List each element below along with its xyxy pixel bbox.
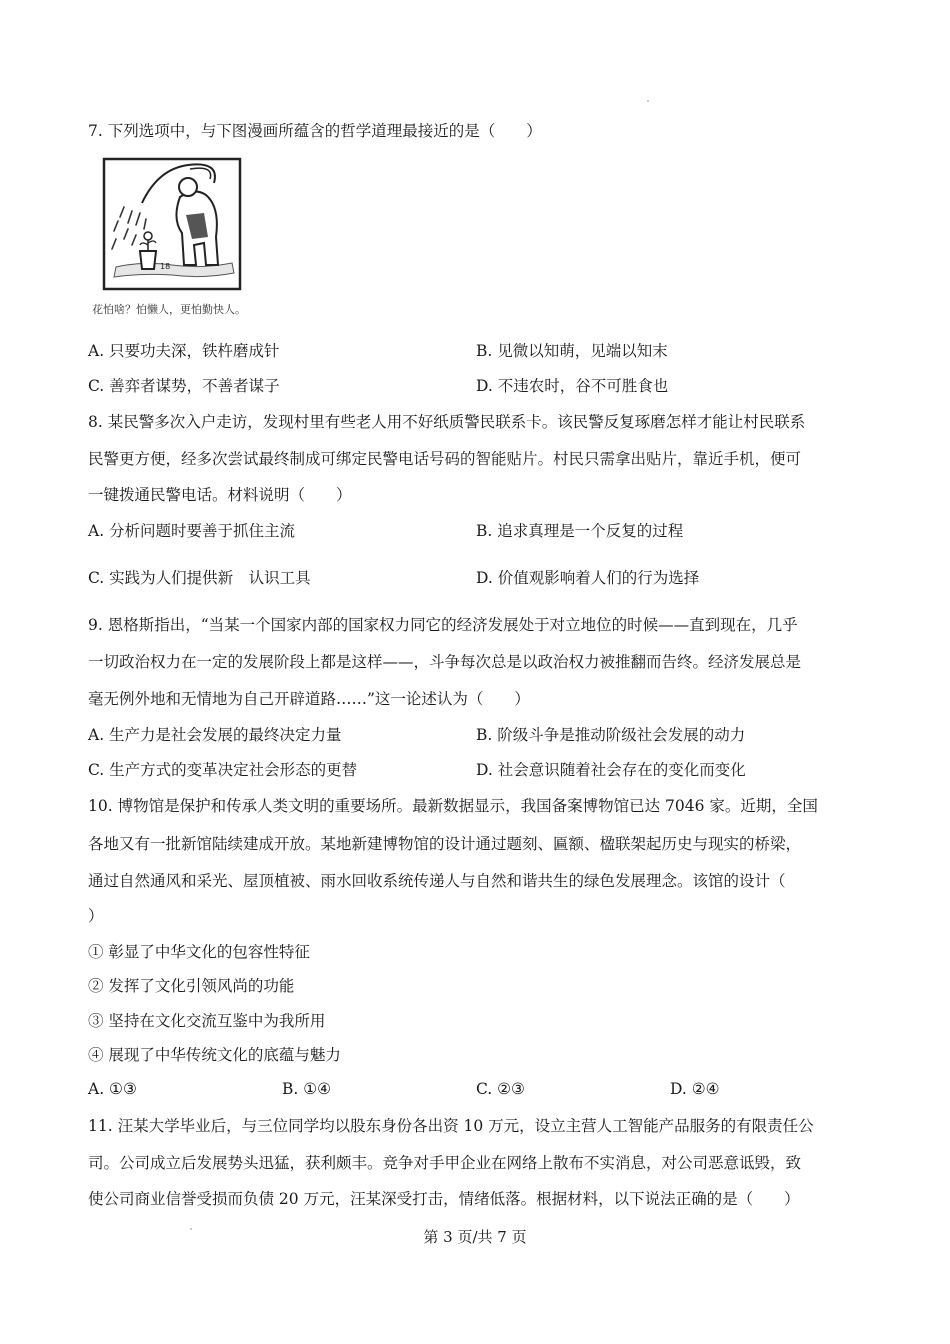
q10-item-2: ② 发挥了文化引领风尚的功能 [88, 977, 295, 995]
q9-option-b: B. 阶级斗争是推动阶级社会发展的动力 [476, 726, 746, 744]
q11-stem-line-2: 司。公司成立后发展势头迅猛，获利颇丰。竞争对手甲企业在网络上散布不实消息，对公司恶意诋毁，致 [88, 1154, 802, 1172]
q8-option-c: C. 实践为人们提供新 认识工具 [88, 569, 311, 587]
q7-option-a: A. 只要功夫深，铁杵磨成针 [88, 342, 280, 360]
svg-text:18: 18 [160, 262, 171, 271]
q10-stem-line-4: ） [88, 907, 104, 925]
q9-option-c: C. 生产方式的变革决定社会形态的更替 [88, 761, 358, 779]
q7-option-c: C. 善弈者谋势，不善者谋子 [88, 377, 280, 395]
q10-item-1: ① 彰显了中华文化的包容性特征 [88, 943, 310, 961]
q7-option-d: D. 不违农时，谷不可胜食也 [476, 377, 669, 395]
q10-option-c: C. ②③ [476, 1080, 525, 1098]
q10-stem-line-1: 10. 博物馆是保护和传承人类文明的重要场所。最新数据显示，我国备案博物馆已达 7046 家。近期，全国 [88, 797, 818, 815]
q9-stem-line-3: 毫无例外地和无情地为自己开辟道路……”这一论述认为（ ） [88, 690, 530, 708]
q8-stem-line-1: 8. 某民警多次入户走访，发现村里有些老人用不好纸质警民联系卡。该民警反复琢磨怎样才能让村民联系 [88, 413, 806, 431]
q10-item-4: ④ 展现了中华传统文化的底蕴与魅力 [88, 1046, 341, 1064]
q10-option-d: D. ②④ [670, 1080, 720, 1098]
q8-option-a: A. 分析问题时要善于抓住主流 [88, 522, 296, 540]
q10-option-a: A. ①③ [88, 1080, 137, 1098]
q7-stem: 7. 下列选项中，与下图漫画所蕴含的哲学道理最接近的是（ ） [88, 122, 542, 140]
q9-stem-line-1: 9. 恩格斯指出，“当某一个国家内部的国家权力同它的经济发展处于对立地位的时候——直到现在，几乎 [88, 616, 798, 634]
q7-option-b: B. 见微以知萌，见端以知末 [476, 342, 668, 360]
q11-stem-line-3: 使公司商业信誉受损而负债 20 万元，汪某深受打击，情绪低落。根据材料，以下说法正确的是（ ） [88, 1190, 800, 1208]
cartoon-illustration [102, 157, 242, 291]
q8-stem-line-2: 民警更方便，经多次尝试最终制成可绑定民警电话号码的智能贴片。村民只需拿出贴片，靠近手机，便可 [88, 450, 802, 468]
q9-option-a: A. 生产力是社会发展的最终决定力量 [88, 726, 342, 744]
q8-stem-line-3: 一键拨通民警电话。材料说明（ ） [88, 486, 352, 504]
q9-option-d: D. 社会意识随着社会存在的变化而变化 [476, 761, 746, 779]
q8-option-d: D. 价值观影响着人们的行为选择 [476, 569, 700, 587]
q9-stem-line-2: 一切政治权力在一定的发展阶段上都是这样——，斗争每次总是以政治权力被推翻而告终。经济发展总是 [88, 653, 802, 671]
q10-stem-line-3: 通过自然通风和采光、屋顶植被、雨水回收系统传递人与自然和谐共生的绿色发展理念。该馆的设计（ [88, 872, 786, 890]
q10-item-3: ③ 坚持在文化交流互鉴中为我所用 [88, 1012, 326, 1030]
speck [647, 100, 649, 102]
q10-stem-line-2: 各地又有一批新馆陆续建成开放。某地新建博物馆的设计通过题刻、匾额、楹联架起历史与现实的桥梁， [88, 835, 802, 853]
q8-option-b: B. 追求真理是一个反复的过程 [476, 522, 684, 540]
q11-stem-line-1: 11. 汪某大学毕业后，与三位同学均以股东身份各出资 10 万元，设立主营人工智能产品服务的有限责任公 [88, 1117, 814, 1135]
page-footer: 第 3 页/共 7 页 [423, 1228, 527, 1246]
cartoon-caption: 花怕啥？怕懒人，更怕勤快人。 [92, 303, 246, 316]
q10-option-b: B. ①④ [282, 1080, 332, 1098]
